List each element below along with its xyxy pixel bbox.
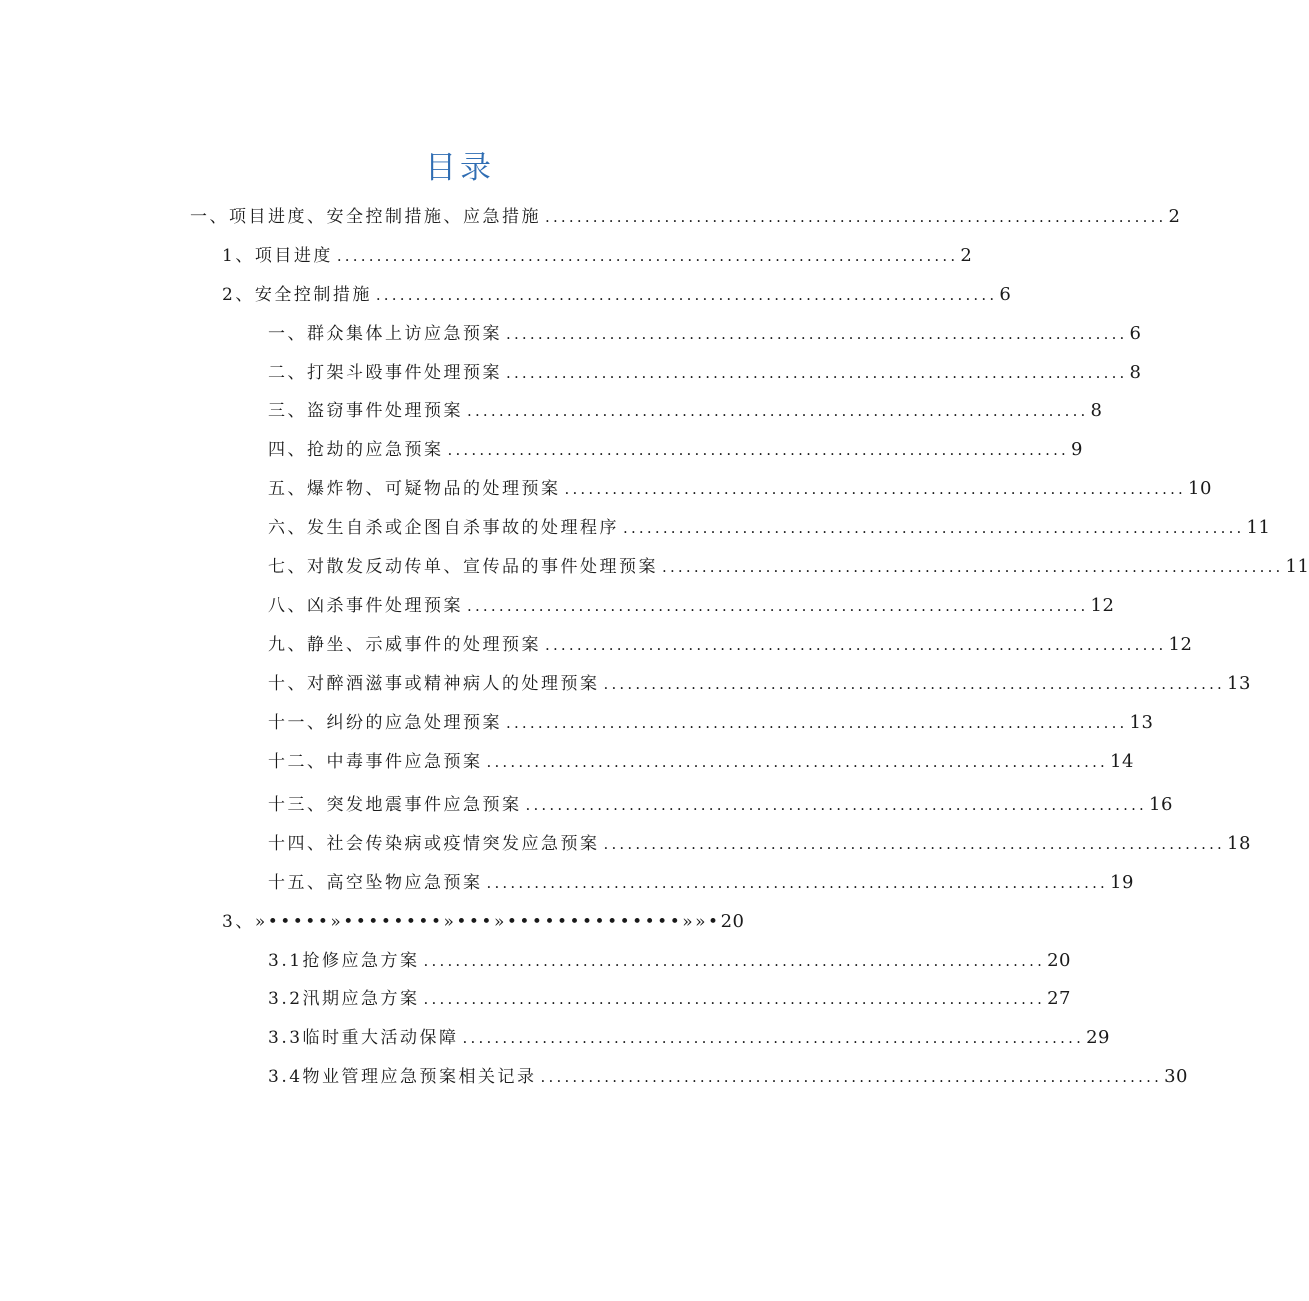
toc-entry-label: 十四、社会传染病或疫情突发应急预案 (268, 834, 600, 854)
toc-entry-page: 27 (1047, 988, 1071, 1009)
toc-entry-label: 六、发生自杀或企图自杀事故的处理程序 (268, 518, 619, 538)
toc-entry-page: 11 (1285, 556, 1309, 577)
dot-leader: .............................................................................. (623, 519, 1245, 537)
toc-entry-label: 三、盗窃事件处理预案 (268, 401, 463, 421)
toc-entry-label: 1、项目进度 (222, 246, 333, 266)
toc-entry[interactable] (268, 987, 1071, 1011)
toc-entry-page: 20 (1047, 950, 1071, 971)
toc-entry-page: 14 (1110, 751, 1134, 772)
dot-leader: .............................................................................. (603, 675, 1226, 693)
toc-entry-page: 13 (1227, 673, 1251, 694)
toc-entry-page: 8 (1129, 362, 1142, 383)
toc-entry-page: 2 (960, 245, 973, 266)
toc-entry-label: 十一、纠纷的应急处理预案 (268, 713, 502, 733)
toc-entry[interactable] (268, 477, 1212, 501)
toc-entry-page: 18 (1227, 833, 1251, 854)
dot-leader: .............................................................................. (336, 247, 959, 265)
toc-entry-page: 2 (1168, 206, 1181, 227)
toc-entry[interactable] (268, 399, 1103, 423)
toc-entry[interactable] (222, 910, 745, 934)
toc-entry-label: 3.4物业管理应急预案相关记录 (268, 1067, 537, 1087)
toc-entry[interactable] (268, 1065, 1188, 1089)
dot-leader: .............................................................................. (486, 874, 1109, 892)
toc-entry-label: 十三、突发地震事件应急预案 (268, 795, 522, 815)
toc-entry-page: 6 (999, 284, 1012, 305)
toc-entry[interactable] (268, 832, 1251, 856)
toc-entry-label: 四、抢劫的应急预案 (268, 440, 444, 460)
toc-entry-page: 29 (1086, 1027, 1110, 1048)
toc-entry[interactable] (190, 205, 1181, 229)
toc-entry[interactable] (268, 1026, 1110, 1050)
dot-leader: .............................................................................. (467, 402, 1089, 420)
toc-entry-label: 八、凶杀事件处理预案 (268, 596, 463, 616)
dot-leader: .............................................................................. (486, 753, 1109, 771)
toc-entry-page: 9 (1071, 439, 1083, 460)
toc-entry-page: 11 (1246, 517, 1271, 538)
toc-entry[interactable] (268, 322, 1142, 346)
toc-entry-label: 十二、中毒事件应急预案 (268, 752, 483, 772)
toc-entry-label: 一、项目进度、安全控制措施、应急措施 (190, 207, 541, 227)
toc-entry[interactable] (268, 516, 1271, 540)
dot-leader: .............................................................................. (545, 636, 1167, 654)
toc-entry-label: 3.3临时重大活动保障 (268, 1028, 459, 1048)
toc-entry-label: 3、»•••••»••••••••»•••»••••••••••••••»»• (222, 912, 721, 932)
toc-entry-page: 16 (1149, 794, 1173, 815)
toc-entry-page: 6 (1129, 323, 1142, 344)
toc-entry-label: 七、对散发反动传单、宣传品的事件处理预案 (268, 557, 658, 577)
dot-leader: .............................................................................. (447, 441, 1070, 459)
toc-entry-label: 2、安全控制措施 (222, 285, 372, 305)
toc-entry-label: 3.1抢修应急方案 (268, 951, 420, 971)
page-title: 目录 (425, 150, 495, 186)
toc-entry[interactable] (268, 793, 1173, 817)
toc-entry[interactable] (268, 361, 1142, 385)
toc-entry-label: 五、爆炸物、可疑物品的处理预案 (268, 479, 561, 499)
dot-leader: .............................................................................. (662, 558, 1284, 576)
dot-leader: .............................................................................. (506, 364, 1128, 382)
toc-entry-label: 九、静坐、示威事件的处理预案 (268, 635, 541, 655)
toc-entry[interactable] (268, 750, 1134, 774)
toc-entry[interactable] (268, 672, 1251, 696)
toc-entry-label: 十、对醉酒滋事或精神病人的处理预案 (268, 674, 600, 694)
dot-leader: .............................................................................. (525, 796, 1148, 814)
dot-leader: .............................................................................. (423, 990, 1046, 1008)
toc-entry-label: 一、群众集体上访应急预案 (268, 324, 502, 344)
dot-leader: .............................................................................. (540, 1068, 1163, 1086)
toc-entry[interactable] (268, 711, 1154, 735)
toc-entry[interactable] (222, 244, 973, 268)
toc-entry-page: 12 (1168, 634, 1193, 655)
toc-entry-label: 3.2汛期应急方案 (268, 989, 420, 1009)
dot-leader: .............................................................................. (545, 208, 1167, 226)
toc-entry-label: 二、打架斗殴事件处理预案 (268, 363, 502, 383)
toc-entry[interactable] (268, 555, 1309, 579)
dot-leader: .............................................................................. (467, 597, 1089, 615)
dot-leader: .............................................................................. (375, 286, 998, 304)
dot-leader: .............................................................................. (564, 480, 1187, 498)
toc-entry-page: 12 (1090, 595, 1115, 616)
toc-entry-page: 8 (1090, 400, 1103, 421)
toc-entry[interactable] (268, 594, 1115, 618)
dot-leader: .............................................................................. (506, 714, 1128, 732)
toc-entry-page: 20 (720, 911, 745, 932)
toc-entry[interactable] (268, 633, 1193, 657)
toc-entry[interactable] (268, 949, 1071, 973)
toc-entry[interactable] (268, 871, 1134, 895)
toc-entry-page: 30 (1164, 1066, 1188, 1087)
dot-leader: .............................................................................. (506, 325, 1128, 343)
dot-leader: .............................................................................. (423, 952, 1046, 970)
toc-entry-label: 十五、高空坠物应急预案 (268, 873, 483, 893)
toc-entry-page: 13 (1129, 712, 1154, 733)
toc-entry[interactable] (268, 438, 1083, 462)
dot-leader: .............................................................................. (462, 1029, 1085, 1047)
toc-entry-page: 19 (1110, 872, 1134, 893)
toc-entry-page: 10 (1188, 478, 1212, 499)
dot-leader: .............................................................................. (603, 835, 1226, 853)
toc-entry[interactable] (222, 283, 1012, 307)
